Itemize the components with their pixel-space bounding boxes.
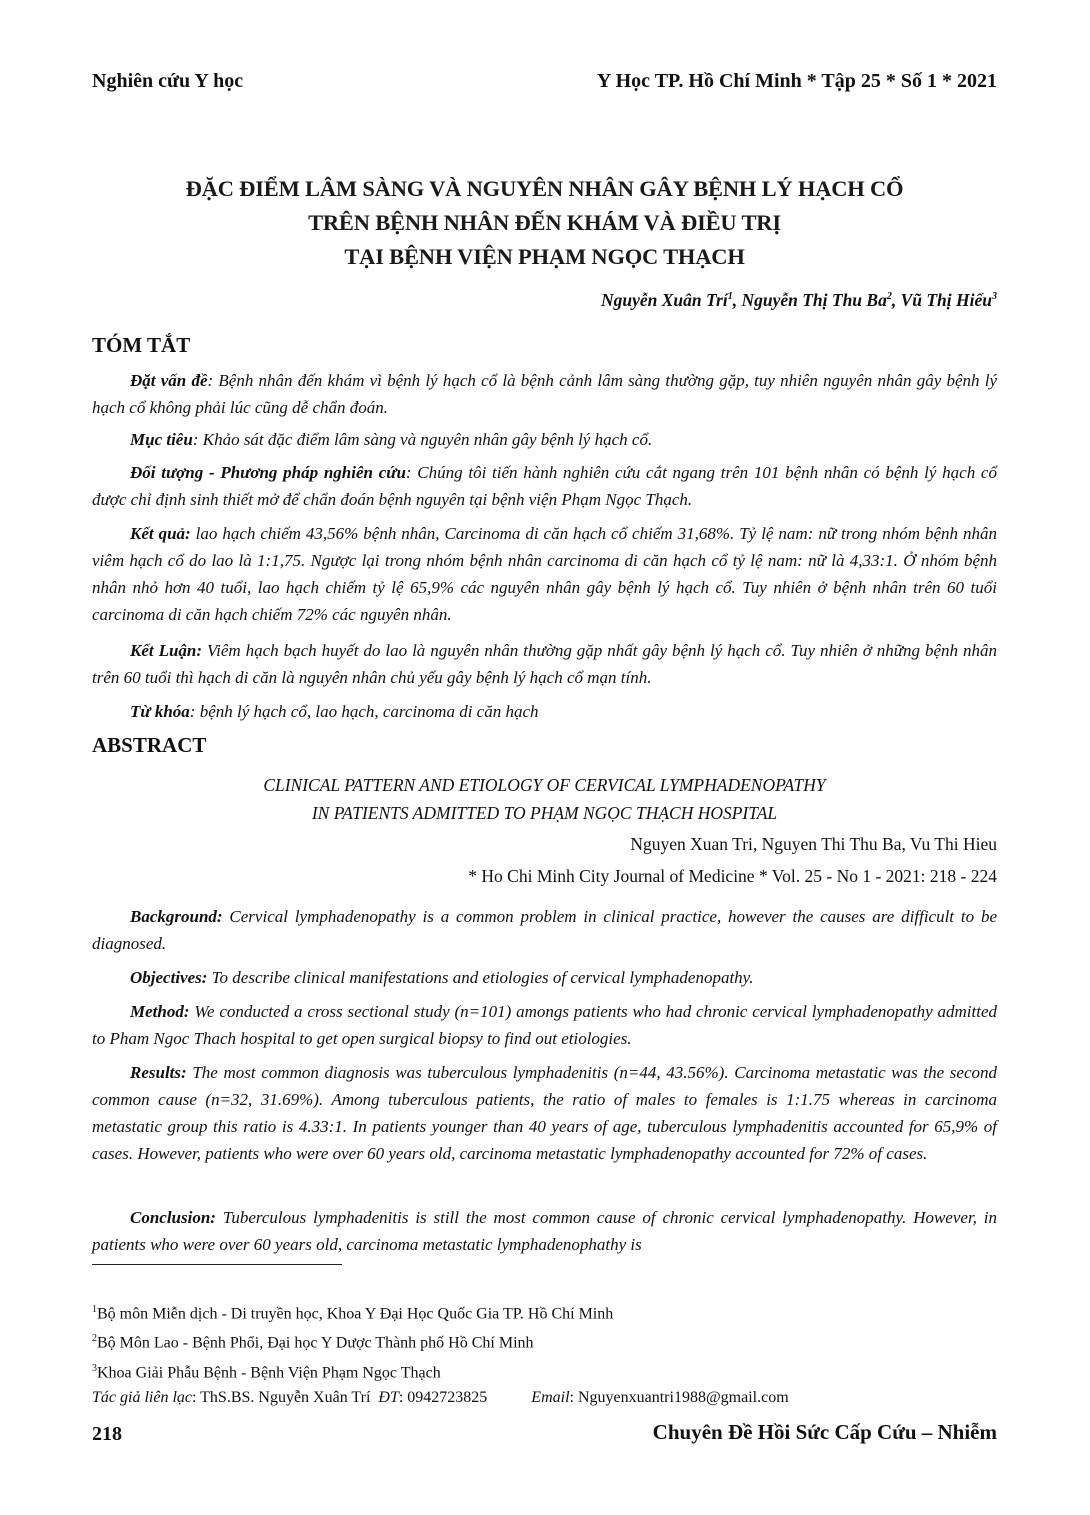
paragraph-label: Mục tiêu — [130, 430, 193, 449]
paragraph-label: Đặt vấn đề — [130, 371, 208, 390]
paragraph-label: Method: — [130, 1002, 190, 1021]
footnote-number: 1 — [92, 1304, 97, 1315]
footnote-number: 3 — [92, 1362, 97, 1374]
abstract-background — [92, 903, 997, 957]
journal-citation: * Ho Chi Minh City Journal of Medicine * Vol. 25 - No 1 - 2021: 218 - 224 — [468, 866, 997, 886]
corresponding-author — [92, 1385, 997, 1410]
abstract-objectives — [92, 964, 997, 991]
affiliation-mark: 2 — [886, 291, 892, 303]
running-header — [92, 70, 997, 100]
footnotes — [92, 1297, 997, 1410]
author-separator: , — [732, 290, 742, 310]
paragraph-text: Tuberculous lymphadenitis is still the most common cause of chronic cervical lymphadenopathy. However, in patients who were over 60 years old, carcinoma metastatic lymphadenophathy is — [92, 1208, 997, 1254]
summary-heading: TÓM TẮT — [92, 333, 191, 357]
paragraph-text: lao hạch chiếm 43,56% bệnh nhân, Carcinoma di căn hạch cổ chiếm 31,68%. Tỷ lệ nam: nữ trong nhóm bệnh nhân viêm hạch cổ do lao là 1:1,75. Ngược lại trong nhóm bệnh nhân carcinoma di căn hạch cổ tỷ lệ nam: nữ là 4,33:1. Ở nhóm bệnh nhân nhỏ hơn 40 tuổi, lao hạch chiếm tỷ lệ 65,9% các nguyên nhân gây bệnh lý hạch cổ. Tuy nhiên ở bệnh nhân trên 60 tuổi carcinoma di căn hạch chiếm 72% các nguyên nhân. — [92, 524, 997, 624]
footnote — [92, 1326, 997, 1355]
paragraph-text: We conducted a cross sectional study (n=101) amongs patients who had chronic cervical lymphadenopathy admitted to Pham Ngoc Thach hospital to get open surgical biopsy to find out etiologies. — [92, 1002, 997, 1048]
contact-author: : ThS.BS. Nguyễn Xuân Trí — [191, 1388, 371, 1406]
paragraph-label: Đối tượng - Phương pháp nghiên cứu — [130, 463, 406, 482]
author-name: Nguyễn Thị Thu Ba — [741, 290, 887, 310]
paragraph-text: To describe clinical manifestations and etiologies of cervical lymphadenopathy. — [207, 968, 754, 987]
summary-conclusion — [92, 637, 997, 691]
paragraph-text: Cervical lymphadenopathy is a common problem in clinical practice, however the causes are difficult to be diagnosed. — [92, 907, 997, 953]
paragraph-text: The most common diagnosis was tuberculous lymphadenitis (n=44, 43.56%). Carcinoma metastatic was the second common cause (n=32, 31.69%). Among tuberculous patients, the ratio of males to females is 1:1.75 whereas in carcinoma metastatic group this ratio is 4.33:1. In patients younger than 40 years of age, tuberculous lymphadenitis accounted for 65,9% of cases. However, patients who were over 60 years old, carcinoma metastatic lymphadenopathy accounted for 72% of cases. — [92, 1063, 997, 1163]
paragraph-label: Background: — [130, 907, 223, 926]
abstract-authors: Nguyen Xuan Tri, Nguyen Thi Thu Ba, Vu Thi Hieu — [630, 834, 997, 854]
author-list — [601, 290, 997, 311]
summary-keywords — [92, 698, 997, 725]
contact-phone: : 0942723825 — [398, 1388, 488, 1406]
journal-issue: Y Học TP. Hồ Chí Minh * Tập 25 * Số 1 * 2021 — [596, 70, 997, 92]
author-name: Vũ Thị Hiếu — [900, 290, 992, 310]
issue-theme: Chuyên Đề Hồi Sức Cấp Cứu – Nhiễm — [652, 1420, 997, 1444]
paragraph-label: Results: — [130, 1063, 187, 1082]
paragraph-text: Viêm hạch bạch huyết do lao là nguyên nhân thường gặp nhất gây bệnh lý hạch cổ. Tuy nhiên ở những bệnh nhân trên 60 tuổi thì hạch di căn là nguyên nhân chủ yếu gây bệnh lý hạch cổ mạn tính. — [92, 641, 997, 687]
paragraph-label: Conclusion: — [130, 1208, 216, 1227]
abstract-conclusion — [92, 1204, 997, 1258]
footnote — [92, 1297, 997, 1326]
title-line: TRÊN BỆNH NHÂN ĐẾN KHÁM VÀ ĐIỀU TRỊ — [308, 210, 781, 235]
abstract-title-line: IN PATIENTS ADMITTED TO PHẠM NGỌC THẠCH HOSPITAL — [311, 803, 778, 823]
footnote-number: 2 — [92, 1333, 97, 1345]
title-line: TẠI BỆNH VIỆN PHẠM NGỌC THẠCH — [344, 244, 745, 269]
author-separator: , — [891, 290, 901, 310]
paragraph-text: : Bệnh nhân đến khám vì bệnh lý hạch cổ là bệnh cảnh lâm sàng thường gặp, tuy nhiên nguyên nhân gây bệnh lý hạch cổ không phải lúc cũng dễ chẩn đoán. — [92, 371, 997, 417]
contact-email: : Nguyenxuantri1988@gmail.com — [569, 1388, 789, 1406]
contact-label: Tác giả liên lạc — [92, 1388, 192, 1406]
abstract-title — [92, 771, 997, 827]
paragraph-text: : bệnh lý hạch cổ, lao hạch, carcinoma di căn hạch — [189, 702, 539, 721]
abstract-method — [92, 998, 997, 1052]
footnote — [92, 1356, 997, 1385]
section-label: Nghiên cứu Y học — [92, 70, 244, 92]
footnote-divider — [92, 1264, 342, 1265]
summary-results — [92, 520, 997, 628]
paragraph-text: : Chúng tôi tiến hành nghiên cứu cắt ngang trên 101 bệnh nhân có bệnh lý hạch cổ được chỉ định sinh thiết mở để chẩn đoán bệnh nguyên tại bệnh viện Phạm Ngọc Thạch. — [92, 463, 997, 509]
paragraph-text: : Khảo sát đặc điểm lâm sàng và nguyên nhân gây bệnh lý hạch cổ. — [192, 430, 653, 449]
summary-background — [92, 367, 997, 421]
affiliation-mark: 1 — [727, 291, 733, 303]
footnote-text: Khoa Giải Phẫu Bệnh - Bệnh Viện Phạm Ngọc Thạch — [97, 1363, 441, 1381]
summary-methods — [92, 459, 997, 513]
phone-label: ĐT — [378, 1388, 399, 1406]
title-line: ĐẶC ĐIỂM LÂM SÀNG VÀ NGUYÊN NHÂN GÂY BỆNH LÝ HẠCH CỔ — [185, 176, 904, 201]
paragraph-label: Từ khóa — [130, 702, 190, 721]
affiliation-mark: 3 — [992, 291, 997, 303]
email-label: Email — [531, 1388, 570, 1406]
footnote-text: Bộ Môn Lao - Bệnh Phổi, Đại học Y Dược Thành phố Hồ Chí Minh — [97, 1334, 534, 1352]
footnote-text: Bộ môn Miễn dịch - Di truyền học, Khoa Y Đại Học Quốc Gia TP. Hồ Chí Minh — [97, 1305, 614, 1323]
author-name: Nguyễn Xuân Trí — [600, 290, 728, 310]
abstract-title-line: CLINICAL PATTERN AND ETIOLOGY OF CERVICAL LYMPHADENOPATHY — [263, 775, 826, 795]
paragraph-label: Objectives: — [130, 968, 208, 987]
paragraph-label: Kết quả: — [130, 524, 191, 543]
abstract-heading: ABSTRACT — [92, 733, 207, 757]
paragraph-label: Kết Luận: — [130, 641, 203, 660]
article-title — [92, 172, 997, 274]
abstract-results — [92, 1059, 997, 1167]
page-number: 218 — [92, 1423, 122, 1445]
summary-objective — [92, 426, 997, 453]
